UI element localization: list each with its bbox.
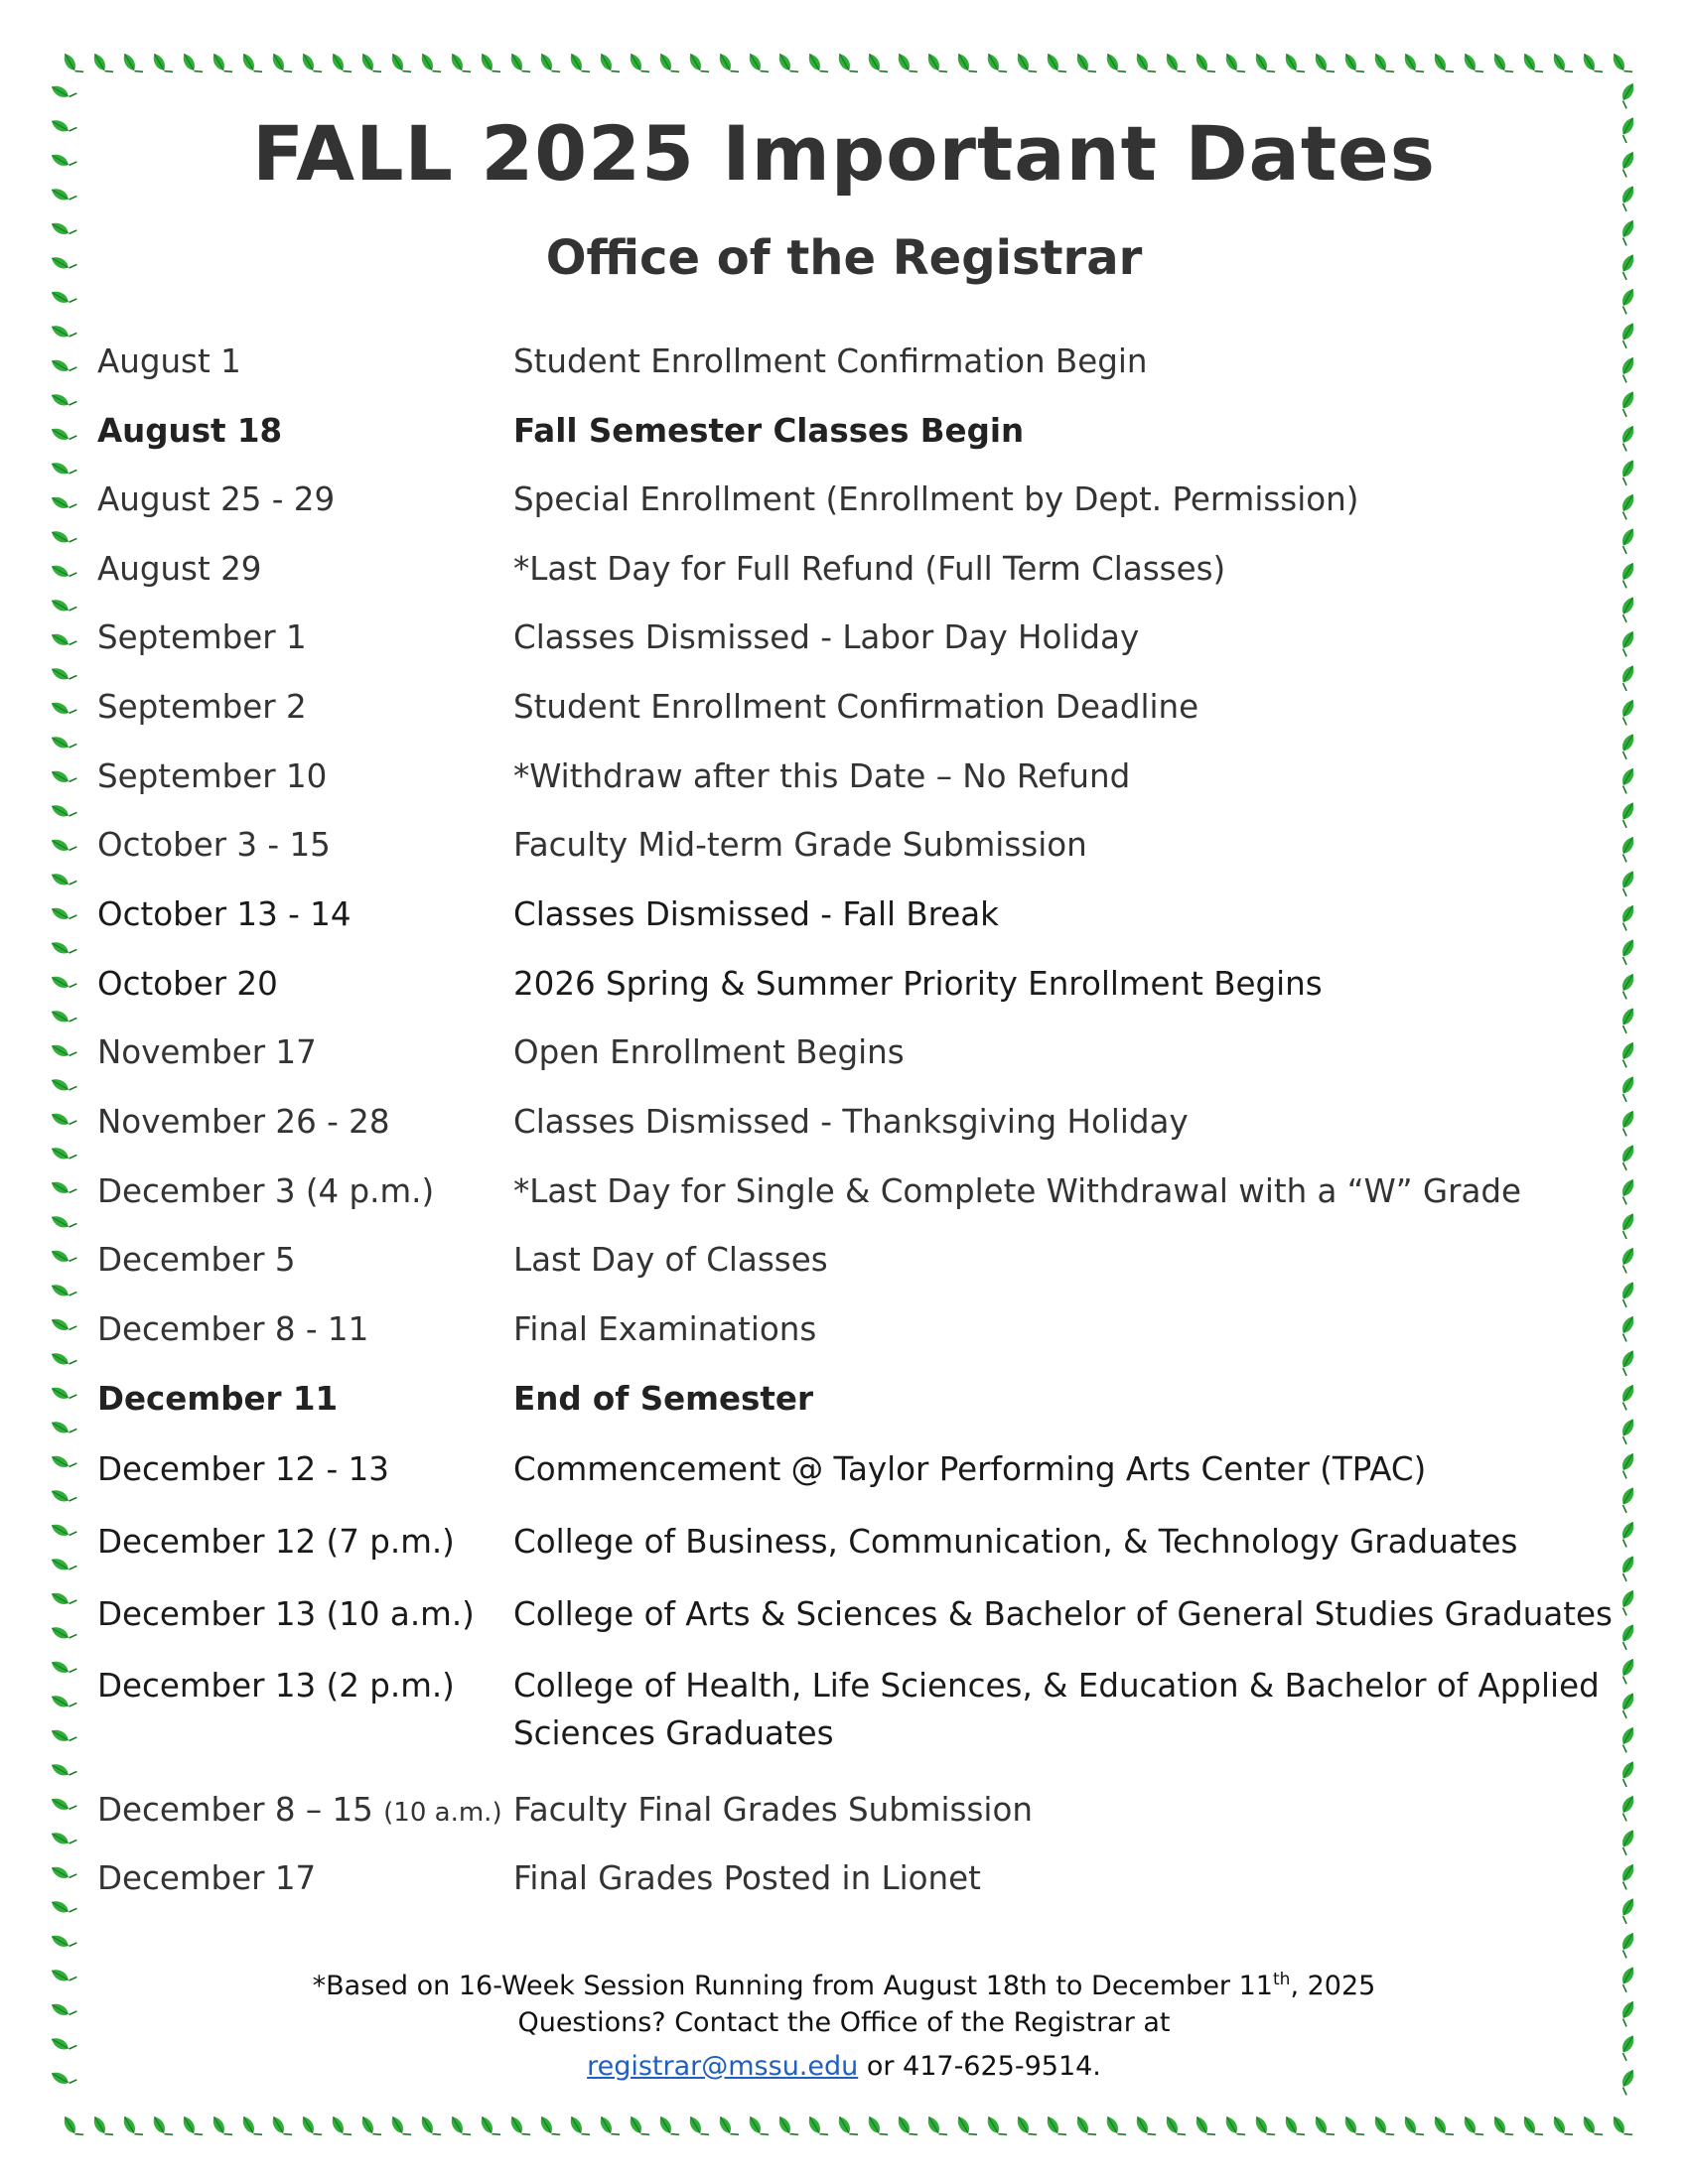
leaf-icon <box>925 2114 947 2140</box>
event-cell: Student Enrollment Confirmation Deadline <box>513 688 1199 726</box>
leaf-icon <box>1462 51 1483 77</box>
leaf-icon <box>1253 2114 1275 2140</box>
leaf-icon <box>1617 869 1638 895</box>
leaf-icon <box>50 1450 76 1472</box>
leaf-icon <box>1372 51 1394 77</box>
leaf-icon <box>50 1656 76 1678</box>
event-cell: College of Health, Life Sciences, & Education & Bachelor of Applied Sciences Graduates <box>513 1667 1600 1752</box>
leaf-icon <box>1074 2114 1096 2140</box>
leaf-icon <box>1611 2114 1632 2140</box>
leaf-icon <box>806 51 828 77</box>
leaf-icon <box>1551 51 1573 77</box>
date-cell: August 25 - 29 <box>97 480 336 518</box>
leaf-icon <box>50 1382 76 1404</box>
leaf-icon <box>121 2114 143 2140</box>
leaf-icon <box>1617 355 1638 382</box>
leaf-icon <box>1581 2114 1603 2140</box>
leaf-icon <box>300 2114 322 2140</box>
leaf-icon <box>1617 1348 1638 1375</box>
leaf-icon <box>1194 51 1215 77</box>
leaf-icon <box>50 1554 76 1575</box>
date-cell: August 1 <box>97 342 241 380</box>
leaf-icon <box>1164 2114 1186 2140</box>
leaf-icon <box>1521 2114 1543 2140</box>
leaf-icon <box>508 51 530 77</box>
event-cell: *Withdraw after this Date – No Refund <box>513 757 1131 795</box>
event-cell: End of Semester <box>513 1380 814 1418</box>
leaf-icon <box>896 2114 917 2140</box>
leaf-icon <box>50 1245 76 1267</box>
leaf-icon <box>270 51 292 77</box>
leaf-icon <box>1045 51 1066 77</box>
date-cell: December 17 <box>97 1859 317 1897</box>
leaf-icon <box>1617 424 1638 451</box>
date-cell: October 13 - 14 <box>97 895 352 933</box>
leaf-icon <box>1617 937 1638 964</box>
leaf-icon <box>1617 835 1638 862</box>
leaf-icon <box>1617 1177 1638 1204</box>
leaf-icon <box>1617 1485 1638 1512</box>
leaf-icon <box>747 51 769 77</box>
leaf-icon <box>806 2114 828 2140</box>
leaf-icon <box>479 2114 500 2140</box>
leaf-icon <box>1491 2114 1513 2140</box>
leaf-icon <box>1074 51 1096 77</box>
leaf-icon <box>747 2114 769 2140</box>
leaf-icon <box>1617 287 1638 314</box>
date-cell: December 12 (7 p.m.) <box>97 1523 455 1561</box>
leaf-icon <box>50 834 76 856</box>
leaf-icon <box>1617 629 1638 656</box>
event-cell: Faculty Mid-term Grade Submission <box>513 826 1087 864</box>
leaf-icon <box>389 2114 411 2140</box>
page-subtitle: Office of the Registrar <box>545 230 1143 286</box>
leaf-icon <box>240 51 262 77</box>
leaf-icon <box>985 2114 1007 2140</box>
leaf-icon <box>1104 51 1126 77</box>
footer-contact-details <box>0 2045 1688 2089</box>
date-cell: November 17 <box>97 1033 317 1071</box>
leaf-icon <box>1617 1040 1638 1067</box>
event-cell: *Last Day for Single & Complete Withdrawal with a “W” Grade <box>513 1172 1521 1210</box>
leaf-icon <box>1617 903 1638 930</box>
leaf-icon <box>1617 698 1638 725</box>
leaf-icon <box>1617 1759 1638 1786</box>
leaf-icon <box>1617 1931 1638 1958</box>
leaf-icon <box>1617 492 1638 519</box>
leaf-icon <box>240 2114 262 2140</box>
leaf-icon <box>50 902 76 924</box>
event-cell: Classes Dismissed - Labor Day Holiday <box>513 618 1140 656</box>
leaf-icon <box>1617 1074 1638 1101</box>
event-cell: College of Business, Communication, & Technology Graduates <box>513 1523 1518 1561</box>
leaf-icon <box>270 2114 292 2140</box>
date-cell: September 10 <box>97 757 328 795</box>
leaf-icon <box>330 51 352 77</box>
leaf-icon <box>50 628 76 650</box>
leaf-icon <box>985 51 1007 77</box>
leaf-icon <box>1617 1314 1638 1341</box>
leaf-icon <box>50 1896 76 1918</box>
footer-note-year: , 2025 <box>1290 1971 1376 2001</box>
leaf-icon <box>50 697 76 719</box>
leaf-icon <box>1617 1725 1638 1752</box>
leaf-icon <box>1617 1520 1638 1547</box>
leaf-icon <box>50 1828 76 1849</box>
event-cell: *Last Day for Full Refund (Full Term Classes) <box>513 550 1226 588</box>
leaf-icon <box>50 560 76 582</box>
leaf-icon <box>50 1348 76 1370</box>
leaf-icon <box>419 2114 441 2140</box>
leaf-icon <box>1045 2114 1066 2140</box>
date-cell: December 13 (10 a.m.) <box>97 1595 475 1633</box>
event-cell: Faculty Final Grades Submission <box>513 1791 1033 1829</box>
leaf-icon <box>836 51 858 77</box>
leaf-icon <box>568 51 590 77</box>
leaf-icon <box>50 1724 76 1746</box>
leaf-icon <box>1015 2114 1037 2140</box>
leaf-icon <box>538 2114 560 2140</box>
leaf-icon <box>359 2114 381 2140</box>
leaf-icon <box>62 51 83 77</box>
event-cell: Student Enrollment Confirmation Begin <box>513 342 1148 380</box>
leaf-icon <box>1617 1383 1638 1410</box>
date-cell: December 8 - 11 <box>97 1310 369 1348</box>
leaf-icon <box>657 51 679 77</box>
leaf-icon <box>955 51 977 77</box>
leaf-icon <box>1617 1280 1638 1306</box>
leaf-icon <box>1617 800 1638 827</box>
leaf-icon <box>1402 2114 1424 2140</box>
leaf-icon <box>330 2114 352 2140</box>
date-time-suffix: (10 a.m.) <box>383 1798 502 1828</box>
footer-note-text: *Based on 16-Week Session Running from August 18th to December 11 <box>312 1971 1273 2001</box>
leaf-icon <box>359 51 381 77</box>
leaf-icon <box>1283 2114 1305 2140</box>
leaf-icon <box>50 1759 76 1781</box>
leaf-icon <box>1617 1211 1638 1238</box>
leaf-icon <box>1617 1862 1638 1889</box>
leaf-icon <box>717 51 739 77</box>
leaf-icon <box>91 51 113 77</box>
leaf-icon <box>1432 2114 1454 2140</box>
leaf-icon <box>1581 51 1603 77</box>
leaf-icon <box>1617 561 1638 588</box>
leaf-icon <box>1521 51 1543 77</box>
leaf-icon <box>50 1622 76 1644</box>
event-cell: Classes Dismissed - Fall Break <box>513 895 1000 933</box>
leaf-icon <box>389 51 411 77</box>
footer-note-superscript: th <box>1272 1970 1291 1989</box>
leaf-icon <box>508 2114 530 2140</box>
leaf-icon <box>91 2114 113 2140</box>
leaf-icon <box>50 1280 76 1301</box>
leaf-icon <box>1015 51 1037 77</box>
leaf-icon <box>1342 51 1364 77</box>
leaf-icon <box>50 1485 76 1507</box>
leaf-icon <box>50 423 76 445</box>
leaf-icon <box>151 51 173 77</box>
leaf-icon <box>1313 51 1335 77</box>
leaf-icon <box>628 51 649 77</box>
leaf-icon <box>1134 51 1156 77</box>
leaf-icon <box>1617 1622 1638 1649</box>
date-cell: October 20 <box>97 965 278 1003</box>
leaf-icon <box>1617 595 1638 621</box>
leaf-icon <box>50 321 76 342</box>
date-cell: December 3 (4 p.m.) <box>97 1172 435 1210</box>
leaf-icon <box>211 51 232 77</box>
leaf-icon <box>568 2114 590 2140</box>
leaf-icon <box>211 2114 232 2140</box>
leaf-icon <box>50 595 76 616</box>
leaf-icon <box>776 51 798 77</box>
event-cell: Classes Dismissed - Thanksgiving Holiday <box>513 1103 1189 1141</box>
leaf-icon <box>50 663 76 685</box>
leaf-icon <box>776 2114 798 2140</box>
leaf-icon <box>50 1417 76 1438</box>
date-cell <box>97 1786 502 1837</box>
leaf-icon <box>1283 51 1305 77</box>
leaf-icon <box>50 1176 76 1198</box>
leaf-icon <box>1617 766 1638 793</box>
leaf-icon <box>50 1143 76 1164</box>
leaf-icon <box>657 2114 679 2140</box>
leaf-icon <box>1617 1109 1638 1136</box>
leaf-icon <box>717 2114 739 2140</box>
leaf-icon <box>1253 51 1275 77</box>
leaf-icon <box>866 51 888 77</box>
leaf-icon <box>1617 663 1638 690</box>
leaf-icon <box>1617 321 1638 347</box>
event-cell: Final Examinations <box>513 1310 817 1348</box>
leaf-icon <box>50 389 76 411</box>
date-text: December 8 – 15 <box>97 1791 373 1829</box>
leaf-icon <box>50 526 76 548</box>
leaf-icon <box>1223 51 1245 77</box>
leaf-icon <box>538 51 560 77</box>
event-cell: Last Day of Classes <box>513 1241 828 1279</box>
leaf-icon <box>181 2114 203 2140</box>
event-cell: Fall Semester Classes Begin <box>513 412 1025 450</box>
date-cell: October 3 - 15 <box>97 826 331 864</box>
leaf-icon <box>1194 2114 1215 2140</box>
date-cell: November 26 - 28 <box>97 1103 390 1141</box>
leaf-icon <box>50 800 76 822</box>
leaf-icon <box>50 1587 76 1609</box>
leaf-icon <box>1617 1691 1638 1717</box>
leaf-icon <box>449 51 471 77</box>
leaf-icon <box>121 51 143 77</box>
event-cell: Open Enrollment Begins <box>513 1033 905 1071</box>
leaf-icon <box>50 1313 76 1335</box>
leaf-icon <box>1617 1828 1638 1854</box>
leaf-icon <box>449 2114 471 2140</box>
page-title: FALL 2025 Important Dates <box>252 109 1436 198</box>
leaf-icon <box>1617 81 1638 108</box>
date-cell: December 13 (2 p.m.) <box>97 1667 455 1705</box>
leaf-icon <box>50 732 76 753</box>
leaf-icon <box>896 51 917 77</box>
leaf-icon <box>1617 972 1638 999</box>
leaf-icon <box>50 286 76 308</box>
registrar-email-link[interactable]: registrar@mssu.edu <box>587 2051 859 2082</box>
leaf-icon <box>1134 2114 1156 2140</box>
leaf-icon <box>1617 1588 1638 1615</box>
leaf-icon <box>1617 1451 1638 1478</box>
leaf-icon <box>1617 1554 1638 1580</box>
leaf-icon <box>1372 2114 1394 2140</box>
event-cell: 2026 Spring & Summer Priority Enrollment Begins <box>513 965 1323 1003</box>
leaf-icon <box>50 1793 76 1815</box>
leaf-icon <box>50 1074 76 1096</box>
leaf-icon <box>836 2114 858 2140</box>
leaf-icon <box>687 51 709 77</box>
leaf-icon <box>50 869 76 890</box>
leaf-icon <box>1617 1006 1638 1032</box>
date-cell: August 18 <box>97 412 283 450</box>
leaf-icon <box>1313 2114 1335 2140</box>
leaf-icon <box>1617 1246 1638 1273</box>
leaf-icon <box>300 51 322 77</box>
leaf-icon <box>151 2114 173 2140</box>
leaf-icon <box>1104 2114 1126 2140</box>
leaf-icon <box>866 2114 888 2140</box>
leaf-icon <box>955 2114 977 2140</box>
leaf-icon <box>1491 51 1513 77</box>
leaf-icon <box>50 937 76 959</box>
leaf-icon <box>50 1006 76 1027</box>
leaf-icon <box>62 2114 83 2140</box>
leaf-icon <box>1617 1657 1638 1684</box>
date-cell: December 11 <box>97 1380 339 1418</box>
leaf-icon <box>598 2114 620 2140</box>
date-cell: September 1 <box>97 618 307 656</box>
leaf-icon <box>1617 389 1638 416</box>
leaf-icon <box>1164 51 1186 77</box>
leaf-icon <box>50 458 76 479</box>
leaf-icon <box>50 1108 76 1130</box>
leaf-icon <box>598 51 620 77</box>
leaf-icon <box>50 1691 76 1712</box>
leaf-icon <box>1432 51 1454 77</box>
leaf-icon <box>1551 2114 1573 2140</box>
leaf-icon <box>1617 1896 1638 1923</box>
leaf-icon <box>1462 2114 1483 2140</box>
leaf-icon <box>1223 2114 1245 2140</box>
event-cell: College of Arts & Sciences & Bachelor of General Studies Graduates <box>513 1595 1613 1633</box>
leaf-icon <box>1611 51 1632 77</box>
event-cell: Commencement @ Taylor Performing Arts Center (TPAC) <box>513 1450 1427 1488</box>
leaf-icon <box>1617 732 1638 758</box>
date-cell: September 2 <box>97 688 307 726</box>
leaf-icon <box>687 2114 709 2140</box>
leaf-icon <box>50 1211 76 1233</box>
date-cell: August 29 <box>97 550 262 588</box>
leaf-icon <box>1617 526 1638 553</box>
leaf-icon <box>1342 2114 1364 2140</box>
footer-contact-line: Questions? Contact the Office of the Registrar at <box>517 2007 1171 2038</box>
leaf-icon <box>479 51 500 77</box>
leaf-icon <box>181 51 203 77</box>
event-cell: Special Enrollment (Enrollment by Dept. Permission) <box>513 480 1359 518</box>
date-cell: December 12 - 13 <box>97 1450 389 1488</box>
leaf-icon <box>50 354 76 376</box>
leaf-icon <box>50 1930 76 1952</box>
leaf-icon <box>1402 51 1424 77</box>
leaf-icon <box>1617 1794 1638 1821</box>
leaf-icon <box>1617 458 1638 484</box>
leaf-icon <box>1617 1143 1638 1169</box>
date-cell: December 5 <box>97 1241 296 1279</box>
leaf-icon <box>50 1861 76 1883</box>
leaf-icon <box>50 971 76 993</box>
leaf-icon <box>50 765 76 787</box>
registrar-phone: or 417-625-9514. <box>858 2051 1101 2082</box>
leaf-icon <box>925 51 947 77</box>
leaf-icon <box>628 2114 649 2140</box>
leaf-icon <box>50 1039 76 1061</box>
leaf-icon <box>419 51 441 77</box>
leaf-icon <box>50 1519 76 1541</box>
leaf-icon <box>50 491 76 513</box>
leaf-icon <box>50 80 76 102</box>
leaf-icon <box>1617 1417 1638 1443</box>
event-cell: Final Grades Posted in Lionet <box>513 1859 981 1897</box>
